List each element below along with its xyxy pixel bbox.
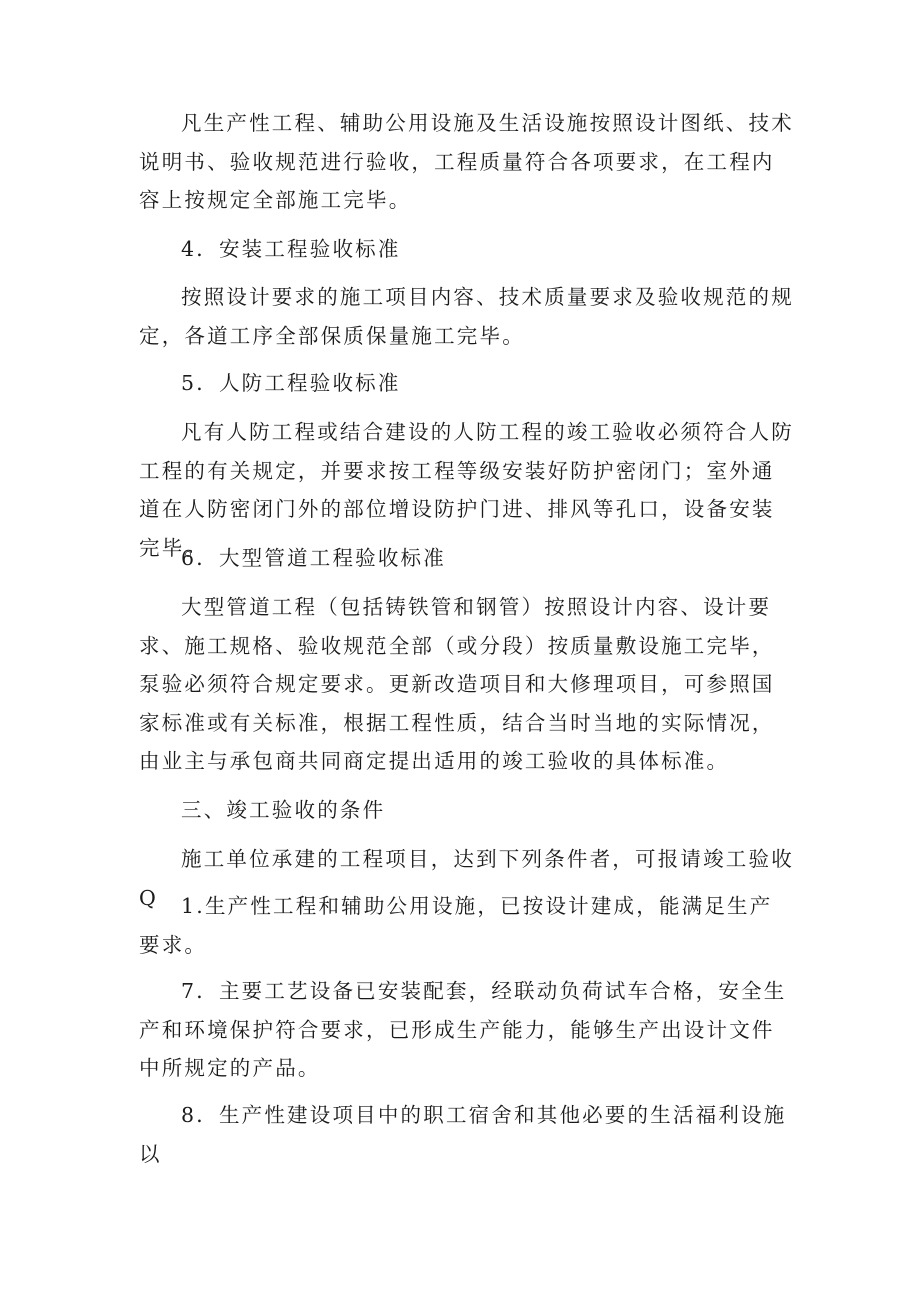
list-item-1: 1.生产性工程和辅助公用设施，已按设计建成，能满足生产要求。 [139,894,773,957]
heading-civil-defense-standard: 5．人防工程验收标准 [181,371,401,395]
section-heading-acceptance-conditions: 三、竣工验收的条件 [181,798,386,822]
list-item-8: 8．生产性建设项目中的职工宿舍和其他必要的生活福利设施以 [139,1103,787,1166]
paragraph-installation-standard: 按照设计要求的施工项目内容、技术质量要求及验收规范的规定，各道工序全部保质保量施工完毕。 [139,285,794,348]
paragraph-civil-defense-standard: 凡有人防工程或结合建设的人防工程的竣工验收必须符合人防工程的有关规定，并要求按工程等级安装好防护密闭门；室外通道在人防密闭门外的部位增设防护门进、排风等孔口，设备安装完毕。 [139,420,794,560]
paragraph-completion-criteria: 凡生产性工程、辅助公用设施及生活设施按照设计图纸、技术说明书、验收规范进行验收，工程质量符合各项要求，在工程内容上按规定全部施工完毕。 [139,111,794,212]
list-item-7: 7．主要工艺设备已安装配套，经联动负荷试车合格，安全生产和环境保护符合要求，已形成生产能力，能够生产出设计文件中所规定的产品。 [139,979,787,1080]
paragraph-pipeline-standard: 大型管道工程（包括铸铁管和钢管）按照设计内容、设计要求、施工规格、验收规范全部（或分段）按质量敷设施工完毕，泵验必须符合规定要求。更新改造项目和大修理项目，可参照国家标准或有关标准，根据工程性质，结合当时当地的实际情况，由业主与承包商共同商定提出适用的竣工验收的具体标准。 [139,595,775,773]
heading-installation-standard: 4．安装工程验收标准 [181,237,401,261]
heading-pipeline-standard: 6．大型管道工程验收标准 [181,546,446,570]
paragraph-acceptance-intro: 施工单位承建的工程项目，达到下列条件者，可报请竣工验收Q [139,847,794,910]
